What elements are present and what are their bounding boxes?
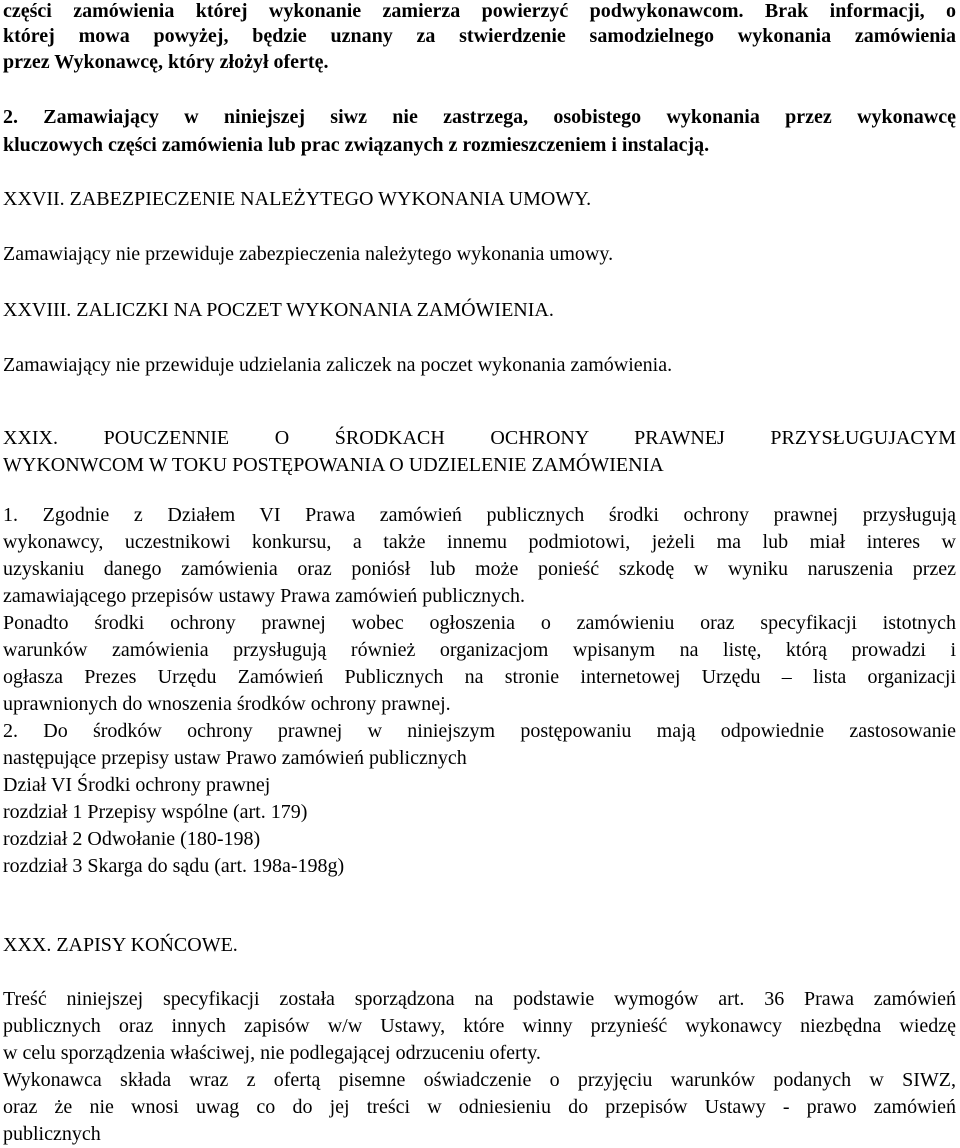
text-line: następujące przepisy ustaw Prawo zamówień publicznych: [3, 747, 467, 769]
section-heading: XXIX. POUCZENNIE O ŚRODKACH OCHRONY PRAWNEJ PRZYSŁUGUJACYM: [3, 427, 956, 449]
text-line: 1. Zgodnie z Działem VI Prawa zamówień publicznych środki ochrony prawnej przysługują: [3, 504, 956, 526]
text-line: Zamawiający nie przewiduje zabezpieczenia należytego wykonania umowy.: [3, 243, 614, 265]
text-line: ogłasza Prezes Urzędu Zamówień Publicznych na stronie internetowej Urzędu – lista organizacji: [3, 666, 956, 688]
text-line: rozdział 3 Skarga do sądu (art. 198a-198g): [3, 855, 345, 877]
section-heading: XXVII. ZABEZPIECZENIE NALEŻYTEGO WYKONANIA UMOWY.: [3, 188, 592, 210]
section-heading: WYKONWCOM W TOKU POSTĘPOWANIA O UDZIELENIE ZAMÓWIENIA: [3, 454, 664, 476]
text-line: przez Wykonawcę, który złożył ofertę.: [3, 51, 329, 73]
text-line: uzyskaniu danego zamówienia oraz poniósł lub może ponieść szkodę w wyniku naruszenia przez: [3, 558, 956, 580]
section-heading: XXVIII. ZALICZKI NA POCZET WYKONANIA ZAMÓWIENIA.: [3, 299, 554, 321]
text-line: rozdział 1 Przepisy wspólne (art. 179): [3, 801, 308, 823]
text-line: uprawnionych do wnoszenia środków ochrony prawnej.: [3, 693, 451, 715]
text-line: Zamawiający nie przewiduje udzielania zaliczek na poczet wykonania zamówienia.: [3, 354, 673, 376]
text-line: Ponadto środki ochrony prawnej wobec ogłoszenia o zamówieniu oraz specyfikacji istotnych: [3, 612, 956, 634]
text-line: której mowa powyżej, będzie uznany za stwierdzenie samodzielnego wykonania zamówienia: [3, 25, 956, 47]
text-line: rozdział 2 Odwołanie (180-198): [3, 828, 261, 850]
text-line: 2. Zamawiający w niniejszej siwz nie zastrzega, osobistego wykonania przez wykonawcę: [3, 106, 956, 128]
text-line: 2. Do środków ochrony prawnej w niniejszym postępowaniu mają odpowiednie zastosowanie: [3, 720, 956, 742]
text-line: wykonawcy, uczestnikowi konkursu, a także innemu podmiotowi, jeżeli ma lub miał interes w: [3, 531, 956, 553]
text-line: części zamówienia której wykonanie zamierza powierzyć podwykonawcom. Brak informacji, o: [3, 0, 956, 22]
text-line: publicznych: [3, 1123, 101, 1145]
text-line: Treść niniejszej specyfikacji została sporządzona na podstawie wymogów art. 36 Prawa zamówień: [3, 988, 956, 1010]
text-line: publicznych oraz innych zapisów w/w Ustawy, które winny przynieść wykonawcy niezbędna wiedzę: [3, 1015, 956, 1037]
text-line: Wykonawca składa wraz z ofertą pisemne oświadczenie o przyjęciu warunków podanych w SIWZ,: [3, 1069, 956, 1091]
text-line: zamawiającego przepisów ustawy Prawa zamówień publicznych.: [3, 585, 526, 607]
text-line: warunków zamówienia przysługują również organizacjom wpisanym na listę, którą prowadzi i: [3, 639, 956, 661]
text-line: kluczowych części zamówienia lub prac związanych z rozmieszczeniem i instalacją.: [3, 134, 710, 156]
text-line: w celu sporządzenia właściwej, nie podlegającej odrzuceniu oferty.: [3, 1042, 541, 1064]
text-line: oraz że nie wnosi uwag co do jej treści w odniesieniu do przepisów Ustawy - prawo zamówień: [3, 1096, 956, 1118]
section-heading: XXX. ZAPISY KOŃCOWE.: [3, 934, 238, 956]
text-line: Dział VI Środki ochrony prawnej: [3, 774, 271, 796]
